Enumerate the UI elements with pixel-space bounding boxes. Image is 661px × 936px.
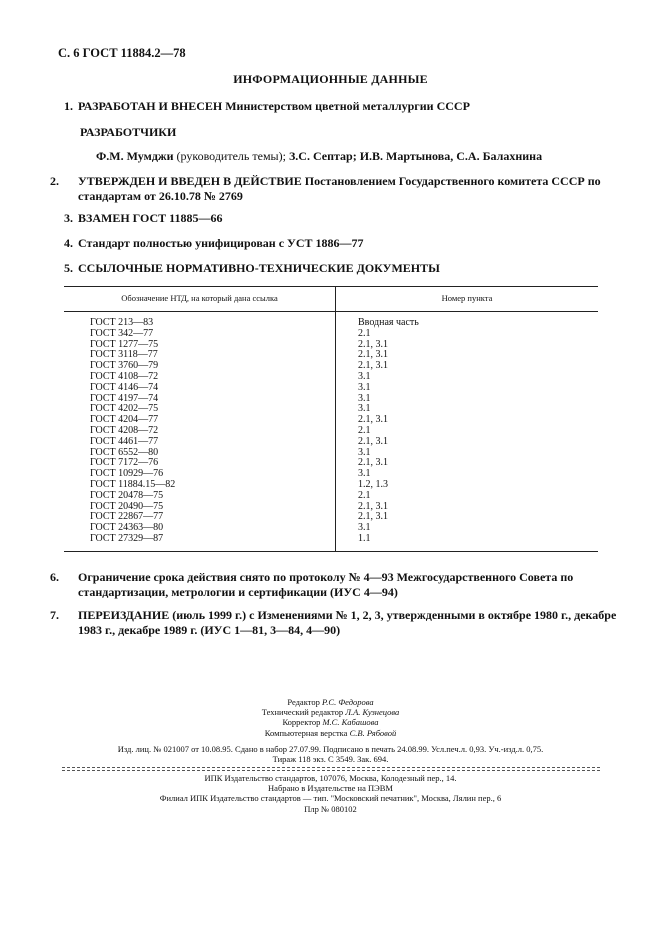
- table-cell-designation: ГОСТ 4108—72: [90, 370, 159, 382]
- item-1-text: РАЗРАБОТАН И ВНЕСЕН Министерством цветной металлургии СССР: [78, 99, 470, 113]
- table-cell-designation: ГОСТ 4202—75: [90, 403, 159, 415]
- table-cell-clause: 3.1: [358, 392, 371, 404]
- table-cell-clause: 2.1: [358, 424, 371, 436]
- item-4-text: Стандарт полностью унифицирован с УСТ 1886—77: [78, 236, 364, 250]
- layout-name: С.В. Рябовой: [349, 727, 397, 738]
- table-cell-designation: ГОСТ 27329—87: [90, 532, 164, 544]
- table-cell-designation: ГОСТ 4461—77: [90, 435, 159, 447]
- table-cell-clause: 3.1: [358, 370, 371, 382]
- table-cell-designation: ГОСТ 24363—80: [90, 522, 164, 534]
- table-cell-designation: ГОСТ 4204—77: [90, 414, 159, 426]
- table-cell-designation: ГОСТ 4197—74: [90, 392, 159, 404]
- editor-line: [0, 697, 661, 707]
- item-2-number: 2.: [50, 174, 59, 188]
- editor-label: Редактор: [287, 697, 320, 707]
- section-title: ИНФОРМАЦИОННЫЕ ДАННЫЕ: [233, 72, 428, 86]
- table-cell-designation: ГОСТ 22867—77: [90, 511, 164, 523]
- layout-label: Компьютерная верстка: [264, 727, 348, 738]
- developer-lead-role: (руководитель темы);: [176, 149, 286, 163]
- print-line-1: Изд. лиц. № 021007 от 10.08.95. Сдано в набор 27.07.99. Подписано в печать 24.08.99. Усл.печ.л. 0,93. Уч.-изд.л. 0,75.: [117, 744, 544, 754]
- tech-editor-line: [0, 707, 661, 717]
- developer-others: З.С. Септар; И.В. Мартынова, С.А. Балахнина: [288, 149, 543, 163]
- publisher-line-3: Филиал ИПК Издательство стандартов — тип. "Московский печатник", Москва, Лялин пер., 6: [159, 793, 502, 804]
- print-details: [0, 744, 661, 764]
- table-cell-designation: ГОСТ 4208—72: [90, 424, 159, 436]
- imprint-divider-bottom: [62, 770, 600, 771]
- item-2-text: УТВЕРЖДЕН И ВВЕДЕН В ДЕЙСТВИЕ Постановлением Государственного комитета СССР по стандартам от 26.10.78 № 2769: [78, 174, 601, 203]
- table-cell-clause: 2.1, 3.1: [358, 511, 388, 523]
- table-cell-clause: 2.1, 3.1: [358, 500, 388, 512]
- table-header-rule: [64, 311, 598, 312]
- table-cell-clause: 2.1, 3.1: [358, 338, 388, 350]
- developers-heading: РАЗРАБОТЧИКИ: [80, 125, 177, 139]
- publisher-line-2: Набрано в Издательстве на ПЭВМ: [268, 783, 393, 794]
- table-cell-designation: ГОСТ 20490—75: [90, 500, 164, 512]
- tech-editor-name: Л.А. Кузнецова: [345, 707, 400, 718]
- item-1: [64, 99, 604, 114]
- table-cell-clause: 1.1: [358, 532, 371, 544]
- corrector-name: М.С. Кабашова: [322, 717, 379, 728]
- table-column-divider: [335, 286, 336, 551]
- table-top-rule: [64, 286, 598, 287]
- developers-list: [96, 149, 636, 164]
- item-7-number: 7.: [50, 608, 59, 622]
- table-cell-designation: ГОСТ 342—77: [90, 327, 154, 339]
- table-header-clause: Номер пункта: [441, 293, 493, 303]
- table-cell-designation: ГОСТ 11884.15—82: [90, 478, 176, 490]
- developer-lead: Ф.М. Мумджи: [96, 149, 174, 163]
- table-cell-clause: 2.1, 3.1: [358, 414, 388, 426]
- item-6: [50, 570, 618, 600]
- editor-name: Р.С. Федорова: [321, 697, 374, 707]
- table-cell-clause: 2.1, 3.1: [358, 435, 388, 447]
- table-cell-designation: ГОСТ 10929—76: [90, 468, 164, 480]
- imprint-credits: [0, 697, 661, 738]
- item-7: [50, 608, 618, 638]
- item-3-text: ВЗАМЕН ГОСТ 11885—66: [78, 211, 223, 225]
- publisher-line-4: Плр № 080102: [304, 803, 357, 814]
- table-header-designation: Обозначение НТД, на который дана ссылка: [121, 293, 278, 303]
- table-cell-clause: 3.1: [358, 468, 371, 480]
- imprint-divider-top: [62, 767, 600, 768]
- table-bottom-rule: [64, 551, 598, 552]
- table-cell-clause: 3.1: [358, 446, 371, 458]
- table-column-designation: [90, 318, 175, 545]
- table-cell-designation: ГОСТ 4146—74: [90, 381, 159, 393]
- print-line-2: Тираж 118 экз. С 3549. Зак. 694.: [272, 754, 389, 765]
- table-cell-designation: ГОСТ 213—83: [90, 317, 154, 328]
- corrector-line: [0, 717, 661, 727]
- table-cell-clause: 3.1: [358, 522, 371, 534]
- table-cell-designation: ГОСТ 1277—75: [90, 338, 159, 350]
- item-4: [64, 236, 604, 251]
- table-cell-designation: ГОСТ 6552—80: [90, 446, 159, 458]
- table-cell-clause: 2.1: [358, 489, 371, 501]
- table-cell-clause: 2.1: [358, 327, 371, 339]
- item-5-number: 5.: [64, 261, 73, 275]
- item-5-text: ССЫЛОЧНЫЕ НОРМАТИВНО-ТЕХНИЧЕСКИЕ ДОКУМЕНТЫ: [78, 261, 440, 275]
- publisher-line-1: ИПК Издательство стандартов, 107076, Москва, Колодезный пер., 14.: [204, 773, 457, 783]
- item-3-number: 3.: [64, 211, 73, 225]
- layout-line: [0, 728, 661, 738]
- table-cell-clause: 2.1, 3.1: [358, 349, 388, 361]
- table-cell-designation: ГОСТ 3118—77: [90, 349, 158, 361]
- table-cell-clause: 3.1: [358, 403, 371, 415]
- table-cell-clause: 2.1, 3.1: [358, 457, 388, 469]
- item-1-number: 1.: [64, 99, 73, 113]
- item-6-number: 6.: [50, 570, 59, 584]
- item-3: [64, 211, 604, 226]
- publisher-details: [0, 773, 661, 814]
- table-column-clause: [358, 318, 419, 545]
- table-cell-clause: 2.1, 3.1: [358, 360, 388, 372]
- table-cell-clause: 3.1: [358, 381, 371, 393]
- table-cell-designation: ГОСТ 3760—79: [90, 360, 159, 372]
- table-cell-clause: 1.2, 1.3: [358, 478, 388, 490]
- item-5: [64, 261, 604, 276]
- item-7-text: ПЕРЕИЗДАНИЕ (июль 1999 г.) с Изменениями № 1, 2, 3, утвержденными в октябре 1980 г., декабре 1983 г., декабре 1989 г. (ИУС 1—81, 3—84, 4—90): [78, 608, 617, 637]
- table-cell-clause: Вводная часть: [358, 317, 419, 328]
- item-2: [50, 174, 618, 204]
- item-6-text: Ограничение срока действия снято по протоколу № 4—93 Межгосударственного Совета по стандартизации, метрологии и сертификации (ИУС 4—94): [78, 570, 574, 599]
- tech-editor-label: Технический редактор: [261, 707, 344, 718]
- page-header: С. 6 ГОСТ 11884.2—78: [58, 46, 186, 60]
- corrector-label: Корректор: [282, 717, 321, 728]
- item-4-number: 4.: [64, 236, 73, 250]
- table-cell-designation: ГОСТ 20478—75: [90, 489, 164, 501]
- table-cell-designation: ГОСТ 7172—76: [90, 457, 159, 469]
